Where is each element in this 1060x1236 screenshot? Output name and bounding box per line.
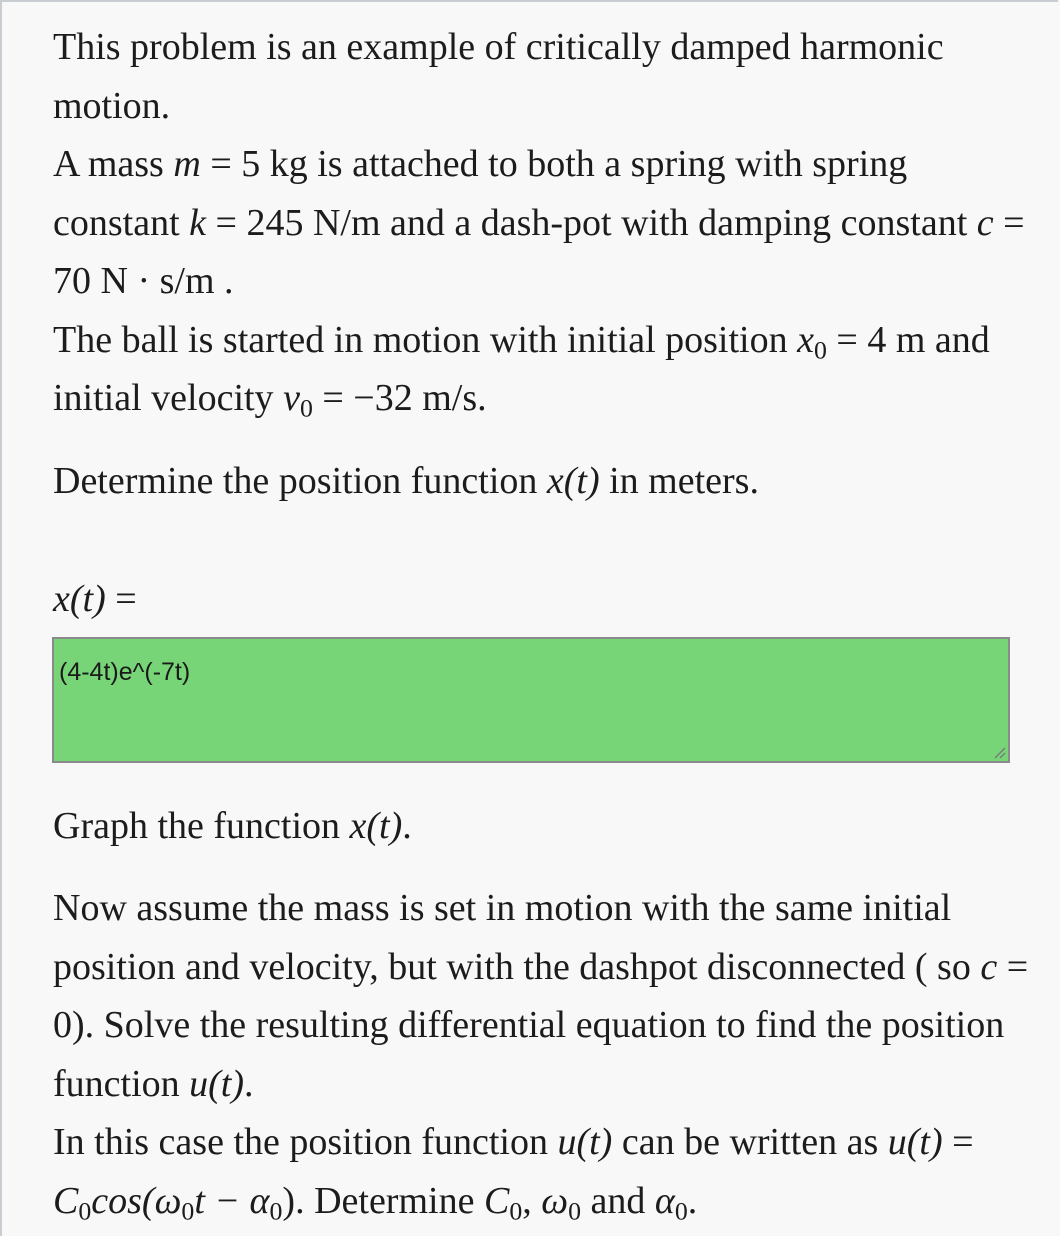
part-two-text-two: ). Solve the resulting differential equation to find the position function bbox=[53, 1004, 1005, 1105]
question-one-function: x(t) bbox=[546, 459, 600, 502]
formula-c: C bbox=[53, 1179, 79, 1222]
intro-text: This problem is an example of critically damped harmonic motion. bbox=[53, 26, 944, 127]
formula-t-alpha: t − α bbox=[194, 1179, 270, 1222]
damping-value: = 70 N · s/m . bbox=[53, 201, 1025, 302]
part-two-c-variable: c bbox=[980, 945, 998, 988]
question-one-suffix: in meters. bbox=[609, 459, 759, 502]
formula-omega-subscript: 0 bbox=[181, 1195, 195, 1225]
spring-text: is attached to both a spring with spring constant bbox=[53, 143, 908, 244]
determine-and: and bbox=[590, 1179, 646, 1222]
initial-conditions-paragraph bbox=[53, 311, 1033, 428]
part-two-formula-paragraph bbox=[53, 1113, 1033, 1230]
setup-paragraph bbox=[53, 135, 1033, 311]
graph-instruction bbox=[53, 797, 1033, 856]
determine-comma: , bbox=[522, 1179, 532, 1222]
v0-value: = −32 m/s. bbox=[322, 377, 487, 419]
part-two-text-one: Now assume the mass is set in motion with the same initial position and velocity, but with the dashpot disconnected ( bbox=[53, 887, 952, 988]
mass-variable: m bbox=[173, 143, 201, 185]
answer-input[interactable] bbox=[52, 637, 1010, 763]
spring-value: = 245 N/m bbox=[215, 201, 381, 244]
answer-label bbox=[53, 570, 1033, 629]
formula-cos: cos(ω bbox=[91, 1179, 182, 1222]
part-two-paragraph bbox=[53, 879, 1033, 1113]
determine-c0: C bbox=[483, 1179, 510, 1222]
intro-paragraph bbox=[53, 18, 1033, 135]
answer-label-equals: = bbox=[115, 578, 137, 620]
x0-variable: x bbox=[797, 318, 814, 361]
formula-alpha-subscript: 0 bbox=[269, 1195, 283, 1225]
question-one-text: Determine the position function bbox=[53, 459, 538, 502]
mass-value: = 5 kg bbox=[210, 143, 308, 185]
part-two-u-function: u(t) bbox=[189, 1062, 245, 1105]
graph-function: x(t) bbox=[349, 804, 403, 847]
determine-omega0: ω bbox=[541, 1179, 569, 1222]
determine-c0-subscript: 0 bbox=[509, 1195, 523, 1225]
determine-omega0-subscript: 0 bbox=[568, 1195, 581, 1225]
determine-text: Determine bbox=[314, 1179, 475, 1222]
part-two-text-three: In this case the position function bbox=[53, 1121, 548, 1163]
formula-close: ). bbox=[282, 1179, 305, 1222]
formula-lhs: u(t) bbox=[887, 1121, 943, 1163]
part-two-c-equals: = 0 bbox=[53, 945, 1029, 1046]
answer-label-function: x(t) bbox=[53, 578, 106, 620]
part-two-text-four: can be written as bbox=[621, 1121, 879, 1163]
determine-end: . bbox=[687, 1179, 698, 1222]
mass-prefix: A mass bbox=[53, 143, 164, 185]
v0-subscript: 0 bbox=[299, 393, 313, 423]
part-two-so: so bbox=[937, 945, 971, 988]
spring-variable: k bbox=[189, 201, 207, 244]
problem-content bbox=[53, 18, 1033, 1230]
graph-text: Graph the function bbox=[53, 804, 341, 847]
part-two-u-function-2: u(t) bbox=[557, 1121, 613, 1163]
graph-suffix: . bbox=[402, 804, 412, 847]
initial-velocity-text: and initial velocity bbox=[53, 318, 990, 419]
answer-input-value: (4-4t)e^(-7t) bbox=[59, 657, 191, 686]
v0-variable: v bbox=[283, 377, 300, 419]
formula-equals: = bbox=[952, 1121, 974, 1163]
part-two-dot: . bbox=[244, 1062, 254, 1105]
determine-alpha0-subscript: 0 bbox=[674, 1195, 688, 1225]
initial-position-text: The ball is started in motion with initial position bbox=[53, 318, 788, 361]
x0-subscript: 0 bbox=[813, 334, 827, 364]
determine-alpha0: α bbox=[654, 1179, 675, 1222]
x0-value: = 4 m bbox=[836, 318, 926, 361]
dashpot-text: and a dash-pot with damping constant bbox=[390, 201, 968, 244]
formula-c-subscript: 0 bbox=[78, 1195, 92, 1225]
damping-variable: c bbox=[976, 201, 994, 244]
question-one bbox=[53, 452, 1033, 511]
resize-grip-icon[interactable] bbox=[992, 745, 1006, 759]
